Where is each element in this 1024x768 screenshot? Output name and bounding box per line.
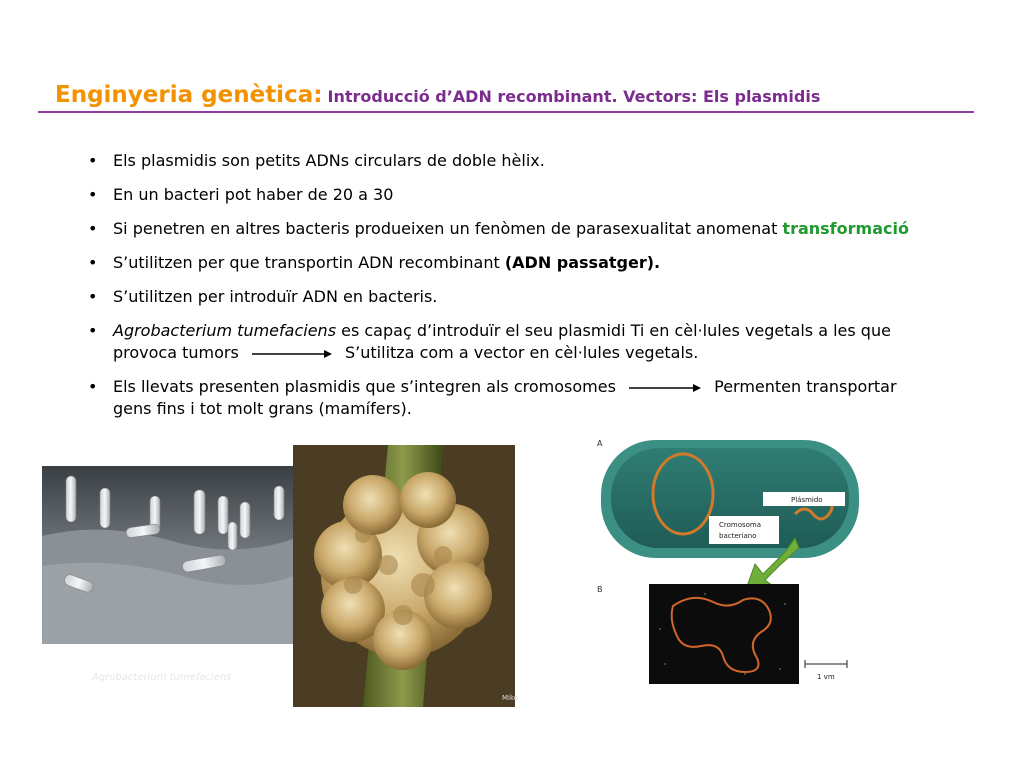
species-name: Agrobacterium tumefaciens [113, 321, 337, 340]
plasmid-diagram [595, 434, 863, 692]
slide-title [55, 82, 820, 108]
bullet-text: S’utilitzen per introduïr ADN en bacteris. [113, 287, 438, 306]
bullet-text: Els llevats presenten plasmidis que s’integren als cromosomes [113, 377, 616, 396]
panel-a-label: A [597, 439, 603, 448]
bullet-text: S’utilitzen per que transportin ADN recombinant [113, 253, 505, 272]
bullet-dot-icon: • [88, 151, 98, 170]
bullet-item [88, 320, 988, 364]
plasmid-label: Plásmido [791, 496, 823, 504]
bullet-item [88, 252, 988, 274]
bullet-dot-icon: • [88, 185, 98, 204]
bullet-item [88, 184, 988, 206]
bullet-text: Permenten transportar [714, 377, 897, 396]
chromosome-label-line2: bacteriano [719, 532, 757, 540]
right-arrow-icon [252, 349, 332, 359]
bullet-text: Si penetren en altres bacteris produeixen un fenòmen de parasexualitat anomenat [113, 219, 783, 238]
chromosome-label-line1: Cromosoma [719, 521, 762, 529]
bullet-text: es capaç d’introduïr el seu plasmidi Ti en cèl·lules vegetals a les que [336, 321, 891, 340]
title-subtitle: Introducció d’ADN recombinant. Vectors: Els plasmidis [327, 87, 821, 106]
right-arrow-icon [629, 383, 701, 393]
bullet-dot-icon: • [88, 377, 98, 396]
scale-label: 1 vm [817, 673, 835, 681]
bullet-item [88, 218, 988, 240]
bullet-text: Els plasmidis son petits ADNs circulars de doble hèlix. [113, 151, 545, 170]
bullet-dot-icon: • [88, 253, 98, 272]
bullet-item [88, 286, 988, 308]
bullet-dot-icon: • [88, 287, 98, 306]
photo-credit: Mike [502, 694, 519, 702]
bullet-item [88, 150, 988, 172]
bacteria-micrograph-image [42, 466, 306, 644]
bullet-item [88, 376, 988, 420]
bullet-text: S’utilitza com a vector en cèl·lules vegetals. [345, 343, 699, 362]
title-main: Enginyeria genètica: [55, 82, 323, 108]
bullet-text: provoca tumors [113, 343, 239, 362]
bullet-list [88, 150, 988, 432]
bullet-dot-icon: • [88, 219, 98, 238]
bullet-dot-icon: • [88, 321, 98, 340]
crown-gall-tumor-image [293, 445, 515, 707]
panel-b-label: B [597, 585, 603, 594]
bold-term: (ADN passatger). [504, 253, 661, 272]
title-underline [38, 111, 974, 113]
bullet-text: gens fins i tot molt grans (mamífers). [113, 399, 412, 418]
highlight-term: transformació [782, 219, 909, 238]
micrograph-caption: Agrobacterium tumefaciens [92, 672, 232, 683]
bullet-text: En un bacteri pot haber de 20 a 30 [113, 185, 394, 204]
